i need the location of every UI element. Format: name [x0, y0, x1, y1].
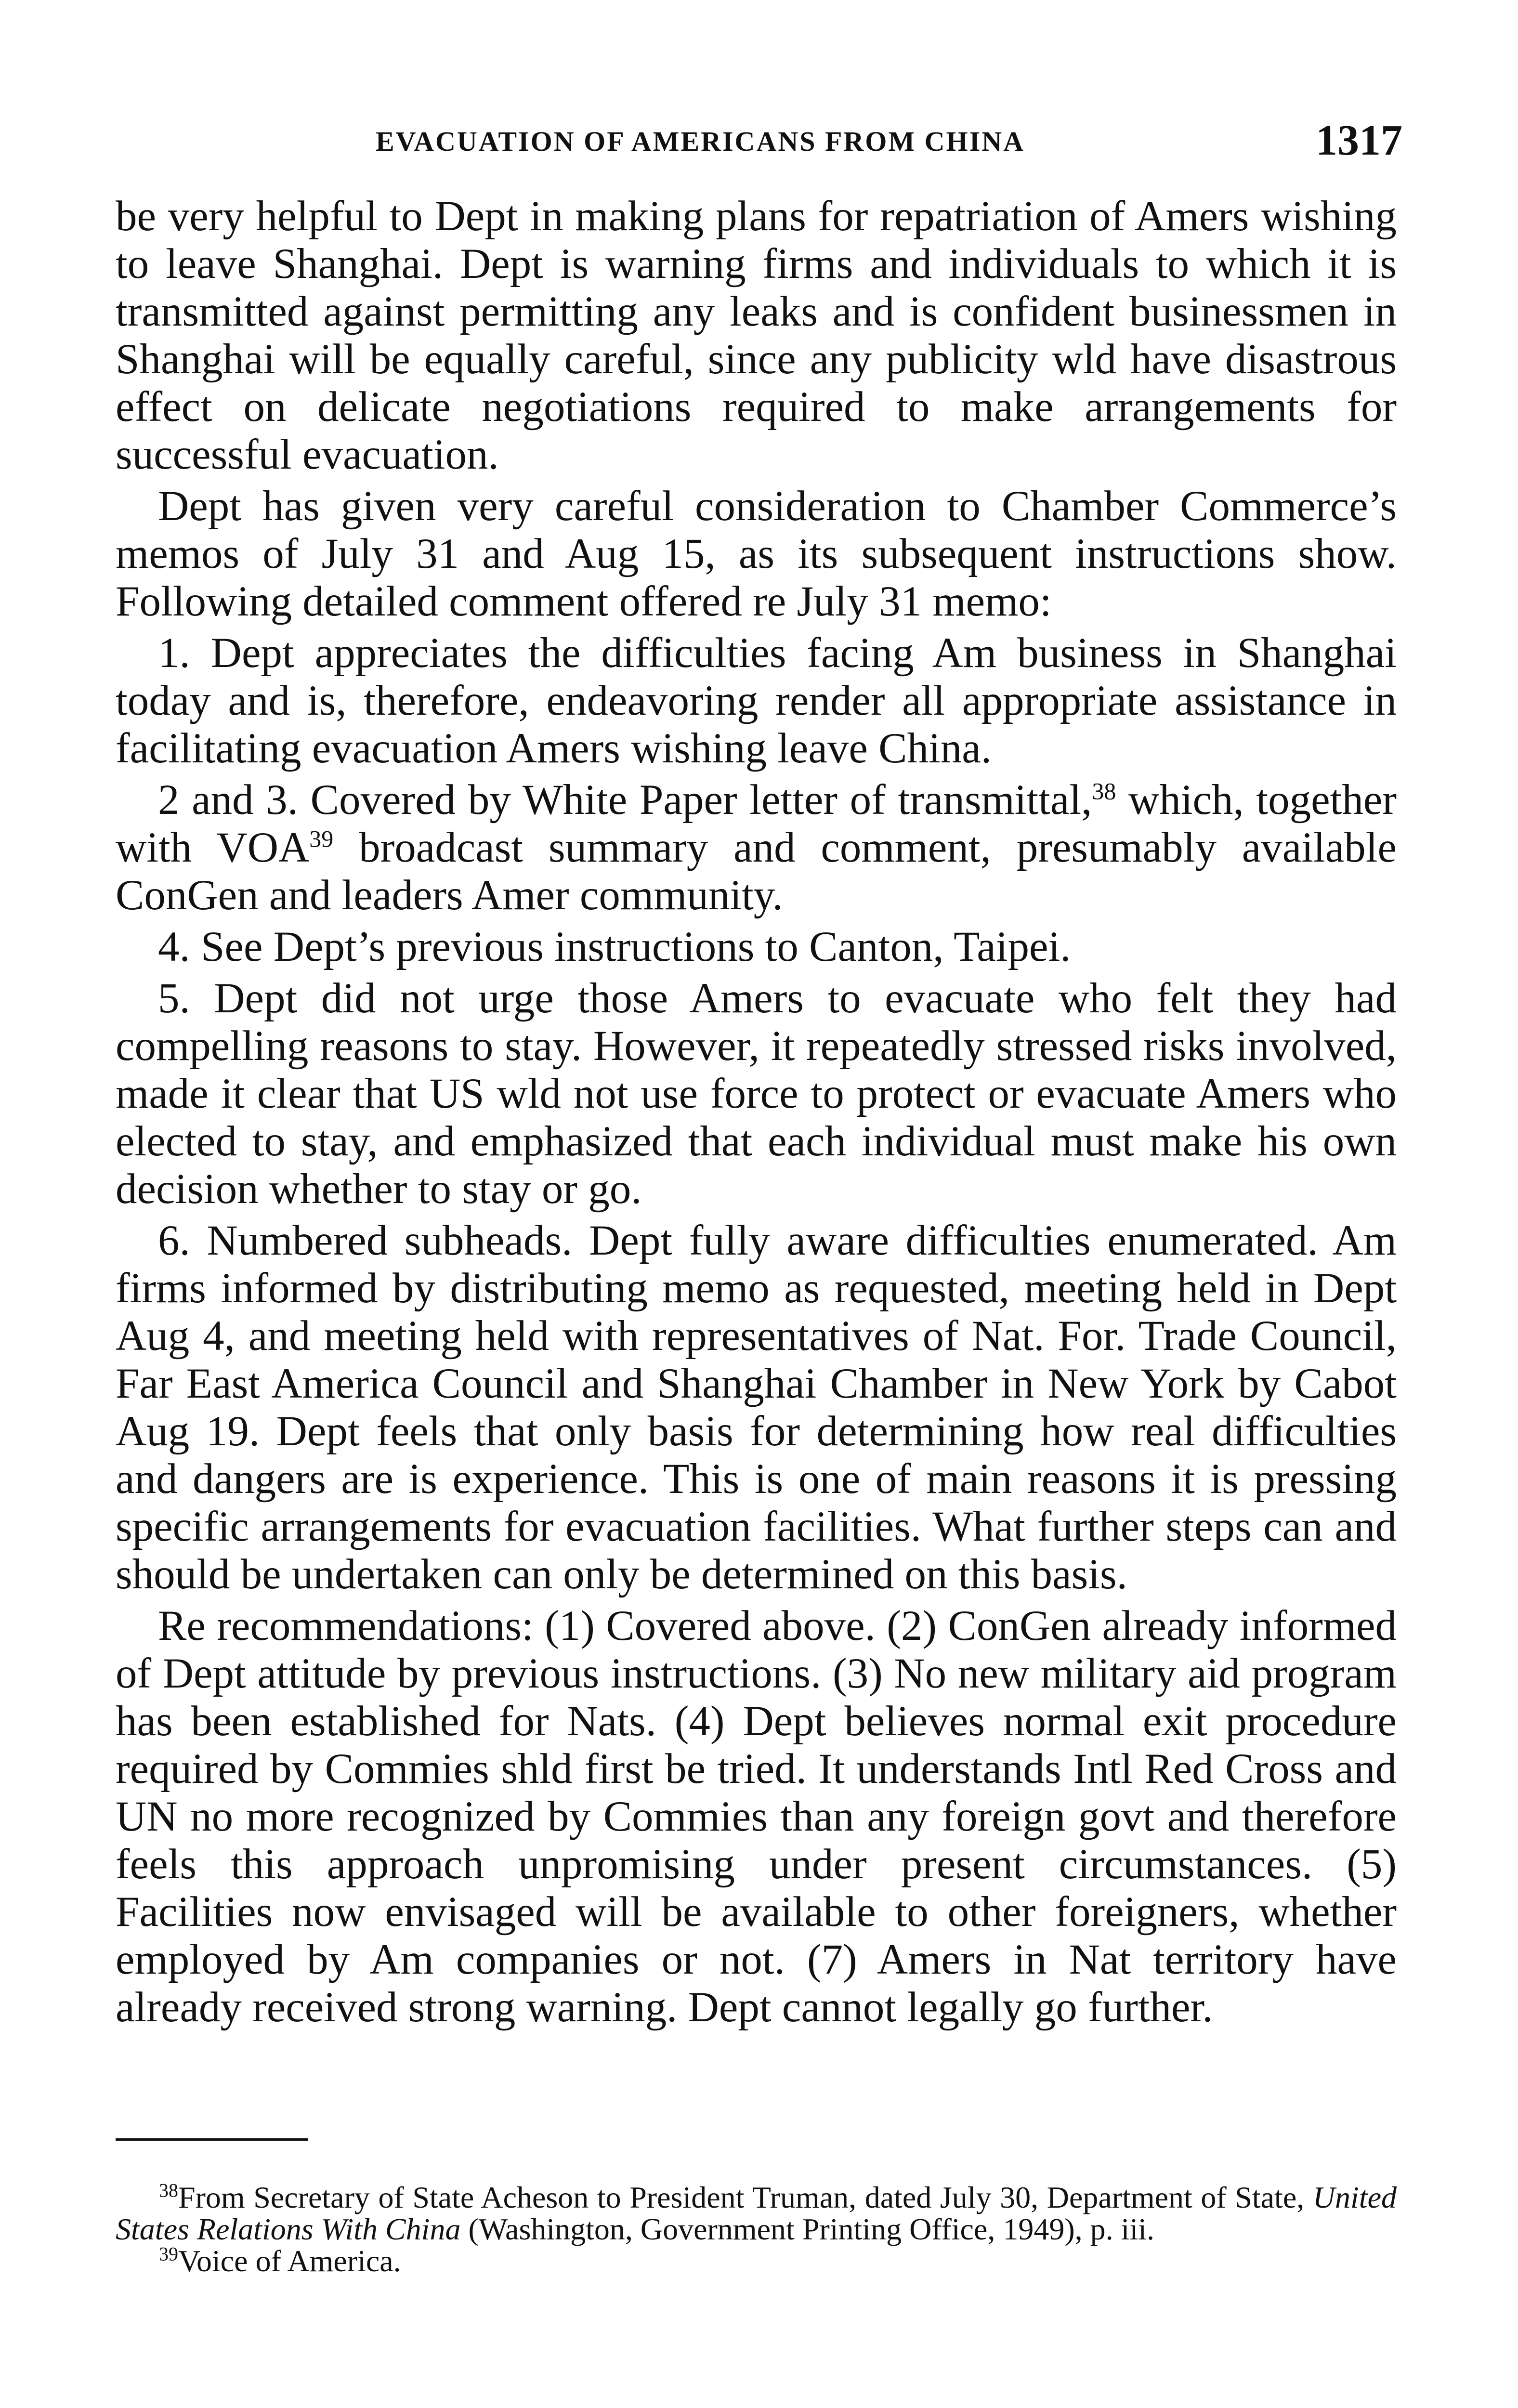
footnote-38-text-a: From Secretary of State Acheson to President Truman, dated July 30, Department of State,: [178, 2180, 1313, 2214]
footnote-38: [116, 2179, 1397, 2246]
footnote-38-mark: 38: [159, 2179, 178, 2201]
item-2-3-text-a: 2 and 3. Covered by White Paper letter of transmittal,: [158, 776, 1092, 824]
footnote-39: [116, 2245, 1397, 2277]
footnote-divider: [116, 2138, 308, 2141]
running-title: EVACUATION OF AMERICANS FROM CHINA: [376, 126, 1025, 157]
item-2-3-text-b: which, together with VOA: [116, 776, 1397, 871]
footnote-39-mark: 39: [159, 2243, 178, 2265]
footnote-39-text: Voice of America.: [178, 2244, 401, 2278]
paragraph-item-6: 6. Numbered subheads. Dept fully aware difficulties enumerated. Am firms informed by distributing memo as requested, meeting held in Dept Aug 4, and meeting held with representatives of Nat. For. Trade Council, Far East America Council and Shanghai Chamber in New York by Cabot Aug 19. Dept feels that only basis for determining how real difficulties and dangers are is experience. This is one of main reasons it is pressing specific arrangements for evacuation facilities. What further steps can and should be undertaken can only be determined on this basis.: [116, 1217, 1397, 1598]
paragraph-recommendations: Re recommendations: (1) Covered above. (2) ConGen already informed of Dept attitude by previous instructions. (3) No new military aid program has been established for Nats. (4) Dept believes normal exit procedure required by Commies shld first be tried. It understands Intl Red Cross and UN no more recognized by Commies than any foreign govt and therefore feels this approach unpromising under present circumstances. (5) Facilities now envisaged will be available to other foreigners, whether employed by Am companies or not. (7) Amers in Nat territory have already received strong warning. Dept cannot legally go further.: [116, 1602, 1397, 2031]
item-2-3-text-c: broadcast summary and comment, presumably available ConGen and leaders Amer community.: [116, 824, 1397, 919]
paragraph-continuation: be very helpful to Dept in making plans for repatriation of Amers wishing to leave Shanghai. Dept is warning firms and individuals to which it is transmitted against permitting any leaks and is confident businessmen in Shanghai will be equally careful, since any publicity wld have disastrous effect on delicate negotiations required to make arrangements for successful evacuation.: [116, 193, 1397, 478]
page-number: 1317: [1316, 117, 1402, 164]
paragraph-item-5: 5. Dept did not urge those Amers to evacuate who felt they had compelling reasons to stay. However, it repeatedly stressed risks involved, made it clear that US wld not use force to protect or evacuate Amers who elected to stay, and emphasized that each individual must make his own decision whether to stay or go.: [116, 975, 1397, 1213]
page-header: [116, 116, 1402, 173]
paragraph-item-1: 1. Dept appreciates the difficulties facing Am business in Shanghai today and is, therefore, endeavoring render all appropriate assistance in facilitating evacuation Amers wishing leave China.: [116, 629, 1397, 772]
footnote-38-book-title: United States Relations With China: [116, 2180, 1397, 2246]
footnote-ref-39: 39: [309, 825, 334, 852]
footnote-ref-38: 38: [1092, 777, 1116, 805]
footnotes: [116, 2179, 1397, 2278]
paragraph-item-2-3: [116, 776, 1397, 919]
body-text: [116, 193, 1397, 2035]
paragraph-item-4: 4. See Dept’s previous instructions to Canton, Taipei.: [158, 923, 1071, 970]
paragraph-chamber-commerce: Dept has given very careful consideration to Chamber Commerce’s memos of July 31 and Aug 15, as its subsequent instructions show. Following detailed comment offered re July 31 memo:: [116, 483, 1397, 625]
footnote-38-text-b: (Washington, Government Printing Office, 1949), p. iii.: [460, 2212, 1154, 2246]
